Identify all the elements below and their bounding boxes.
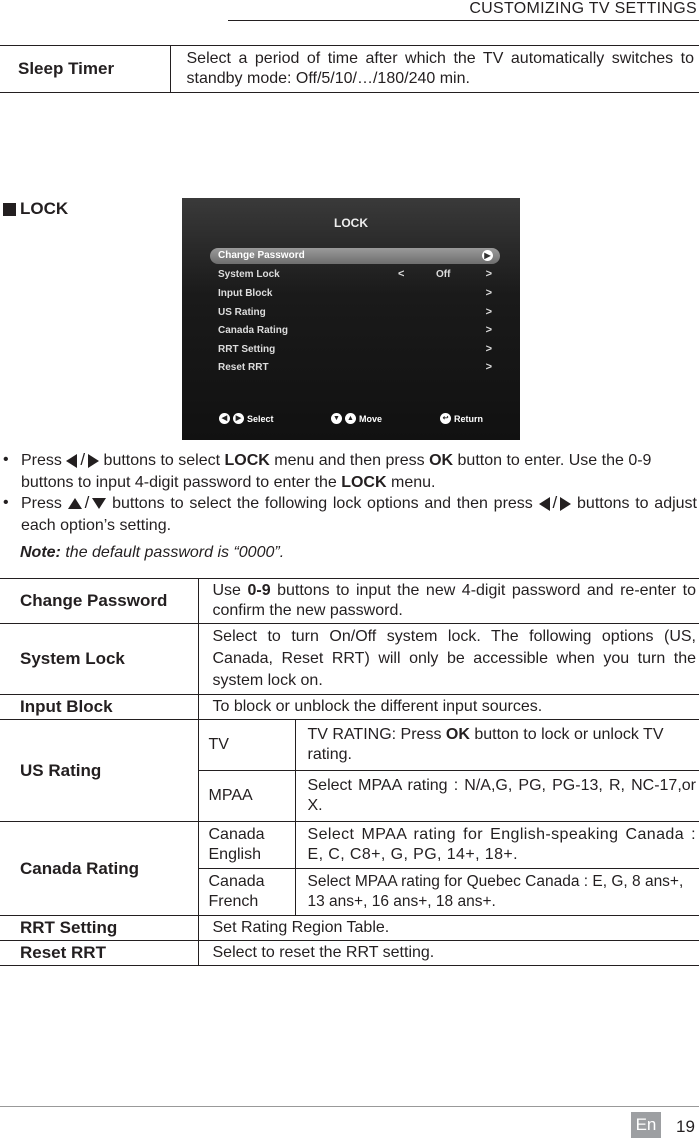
footer-return-label: Return bbox=[454, 413, 483, 424]
chevron-right-icon: > bbox=[485, 361, 492, 373]
table-row bbox=[0, 941, 699, 966]
text: Press bbox=[21, 452, 62, 469]
row-label: Input Block bbox=[0, 695, 198, 720]
sleep-timer-table bbox=[0, 45, 699, 93]
table-row bbox=[0, 916, 699, 941]
chevron-right-icon: > bbox=[485, 268, 492, 280]
row-description: Select to reset the RRT setting. bbox=[198, 941, 699, 966]
down-button-icon: ▼ bbox=[331, 413, 342, 424]
return-button-icon: ↩ bbox=[440, 413, 451, 424]
right-arrow-icon bbox=[88, 454, 99, 468]
arrow-right-icon: ▶ bbox=[482, 250, 493, 261]
text: menu and then press bbox=[274, 452, 425, 469]
menu-item-us-rating[interactable] bbox=[210, 305, 500, 321]
left-arrow-icon bbox=[66, 454, 77, 468]
footer-select-label: Select bbox=[247, 413, 274, 424]
sub-description: TV RATING: Press OK button to lock or unlock TV rating. bbox=[295, 720, 699, 771]
note-text: the default password is “0000”. bbox=[65, 544, 285, 561]
text: buttons to adjust each option’s setting. bbox=[21, 495, 697, 534]
sub-description: Select MPAA rating for English-speaking Canada : E, C, C8+, G, PG, 14+, 18+. bbox=[295, 822, 699, 869]
chevron-left-icon: < bbox=[398, 268, 405, 280]
menu-item-system-lock[interactable] bbox=[210, 267, 500, 283]
menu-item-value: Off bbox=[436, 269, 451, 280]
sub-description: Select MPAA rating for Quebec Canada : E, G, 8 ans+, 13 ans+, 16 ans+, 18 ans+. bbox=[295, 869, 699, 916]
row-description: To block or unblock the different input sources. bbox=[198, 695, 699, 720]
text-bold: LOCK bbox=[224, 452, 270, 469]
note-label: Note: bbox=[20, 544, 61, 561]
menu-item-rrt-setting[interactable] bbox=[210, 342, 500, 358]
row-label: Change Password bbox=[0, 579, 198, 624]
left-button-icon: ◀ bbox=[219, 413, 230, 424]
menu-item-reset-rrt[interactable] bbox=[210, 360, 500, 376]
text: menu. bbox=[390, 474, 436, 491]
row-label: System Lock bbox=[0, 624, 198, 695]
up-button-icon: ▲ bbox=[345, 413, 356, 424]
text-bold: OK bbox=[429, 452, 454, 469]
instruction-bullet-2: • Press / buttons to select the following lock options and then press / buttons to adjust each option’s setting. bbox=[3, 493, 697, 534]
screen-menu-title: LOCK bbox=[334, 216, 368, 230]
header-rule bbox=[228, 20, 699, 21]
menu-item-label: System Lock bbox=[218, 269, 280, 280]
menu-item-label: US Rating bbox=[218, 307, 266, 318]
text: buttons to select the following lock options and then press bbox=[112, 495, 533, 512]
sub-description: Select MPAA rating : N/A,G, PG, PG-13, R, NC-17,or X. bbox=[295, 771, 699, 822]
square-bullet-icon bbox=[3, 203, 16, 216]
table-row bbox=[0, 579, 699, 624]
text: button to enter. Use the 0-9 buttons to input 4-digit password to enter the bbox=[21, 452, 652, 491]
sleep-timer-label: Sleep Timer bbox=[0, 46, 170, 93]
sub-label: Canada English bbox=[198, 822, 295, 869]
menu-item-label: Change Password bbox=[218, 250, 305, 261]
right-button-icon: ▶ bbox=[233, 413, 244, 424]
footer-move-label: Move bbox=[359, 413, 383, 424]
sleep-timer-description: Select a period of time after which the TV automatically switches to standby mode: Off/5/10/…/180/240 min. bbox=[170, 46, 699, 93]
chevron-right-icon: > bbox=[485, 287, 492, 299]
instruction-bullet-1: • Press / buttons to select LOCK menu and then press OK button to enter. Use the 0-9 buttons to input 4-digit password to enter the LOCK menu. bbox=[3, 450, 652, 491]
table-row bbox=[0, 695, 699, 720]
menu-item-canada-rating[interactable] bbox=[210, 323, 500, 339]
footer-return-hint bbox=[440, 413, 483, 424]
down-arrow-icon bbox=[92, 498, 106, 509]
chevron-right-icon: > bbox=[485, 306, 492, 318]
row-label: US Rating bbox=[0, 720, 198, 822]
menu-item-change-password[interactable] bbox=[210, 248, 500, 264]
sub-label: Canada French bbox=[198, 869, 295, 916]
row-label: Canada Rating bbox=[0, 822, 198, 916]
menu-item-input-block[interactable] bbox=[210, 286, 500, 302]
table-row bbox=[0, 822, 699, 869]
menu-item-label: RRT Setting bbox=[218, 344, 276, 355]
text: buttons to select bbox=[103, 452, 221, 469]
up-arrow-icon bbox=[68, 498, 82, 509]
table-row bbox=[0, 624, 699, 695]
lock-heading-text: LOCK bbox=[20, 199, 69, 218]
text-bold: LOCK bbox=[341, 474, 387, 491]
text: Press bbox=[21, 495, 62, 512]
row-description: Select to turn On/Off system lock. The following options (US, Canada, Reset RRT) will only be accessible when you turn the system lock on. bbox=[198, 624, 699, 695]
menu-item-label: Input Block bbox=[218, 288, 273, 299]
row-label: RRT Setting bbox=[0, 916, 198, 941]
chevron-right-icon: > bbox=[485, 324, 492, 336]
footer-select-hint bbox=[219, 413, 274, 424]
lock-heading bbox=[3, 199, 68, 219]
footer-move-hint bbox=[331, 413, 382, 424]
right-arrow-icon bbox=[560, 497, 571, 511]
row-description: Set Rating Region Table. bbox=[198, 916, 699, 941]
sub-label: MPAA bbox=[198, 771, 295, 822]
row-label: Reset RRT bbox=[0, 941, 198, 966]
tv-lock-menu-screenshot bbox=[182, 198, 520, 440]
menu-item-label: Reset RRT bbox=[218, 362, 269, 373]
default-password-note bbox=[20, 544, 284, 562]
page-number: 19 bbox=[676, 1117, 695, 1136]
footer-rule bbox=[0, 1106, 699, 1107]
language-badge: En bbox=[631, 1112, 661, 1138]
menu-item-label: Canada Rating bbox=[218, 325, 289, 336]
sub-label: TV bbox=[198, 720, 295, 771]
chevron-right-icon: > bbox=[485, 343, 492, 355]
left-arrow-icon bbox=[539, 497, 550, 511]
lock-options-table bbox=[0, 578, 699, 966]
table-row bbox=[0, 720, 699, 771]
page-header-title: CUSTOMIZING TV SETTINGS bbox=[469, 0, 697, 17]
row-description: Use 0-9 buttons to input the new 4-digit password and re-enter to confirm the new password. bbox=[198, 579, 699, 624]
